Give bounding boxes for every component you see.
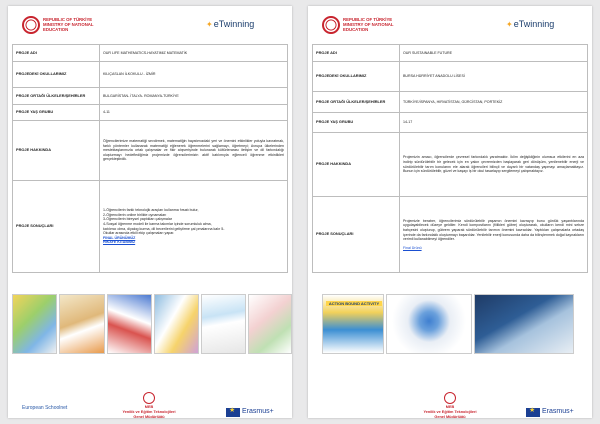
- project-photo: [154, 294, 199, 354]
- etwinning-star-icon: ✦: [506, 20, 513, 29]
- row-value: BULGARİSTAN- İTALYA- ROMANYA-TÜRKİYE: [100, 88, 288, 105]
- final-product-link[interactable]: Final Ürünü: [403, 245, 422, 250]
- row-label: PROJE YAŞ GRUBU: [313, 113, 400, 133]
- row-value: TÜRKİYE/İSPANYA, HIRVATİSTAN, GÜRCİSTAN, PORTEKİZ: [400, 92, 588, 113]
- eu-flag-icon: [526, 408, 540, 417]
- etwinning-logo: ✦eTwinning: [206, 19, 255, 29]
- results-cell: [400, 197, 588, 273]
- row-value: BURSA HÜRRİYET ANADOLU LİSESİ: [400, 62, 588, 92]
- row-label: PROJE HAKKINDA: [313, 133, 400, 197]
- row-value: Projemizin amacı, öğrencilerde çevresel farkındalık yaratmaktır. İklim değişikliğinin olumsuz etkilerini en aza indirip sürdürülebilir bir gelecek için en yakın çevremizden başlayarak geri dönüşüm, yenilenebilir enerji ve sürdürülebilir tarım konularını ele alarak öğrencileri bilinçli ve duyarlı bir vatandaş yapmayı amaçlamaktayız. Bunun için sürdürülebilir, güzel ve kaşayı iş bir okul tasarlayıp sergilemeyi çalışmaktayız.: [400, 133, 588, 197]
- table-row: [13, 88, 288, 105]
- results-text: Projemizle beraber, öğrencilerimiz sürdürülebilir yaşamın önemini kavrayıp bunu günlük yaşantılarında uygulayabilecek düzeye geldiler. Kendi kompostlarını (fiilikleri gübre) oluşturarak, okulların kendi mini sebze bahçesini oluşturup, gübrem yaparak sürdürülebilir tarımın önemini kavradılar. Yaptıkları çalışmalarla ortadaş içerinde da farkındalık oluşturmayı başardılar. Yenilebilir enerji konusunda daha da bilinçlenmek doğal kaynakların verimli kullanabilmeyi öğrendiler.: [403, 218, 584, 242]
- row-value: OUR SUSTAINABLE FUTURE: [400, 45, 588, 62]
- row-label: PROJE SONUÇLARI: [313, 197, 400, 273]
- result-item: Okullar arasında etkili ekip çalışmaları yapar.: [103, 231, 175, 236]
- poster-title: ACTION BOUND ACTIVITY: [326, 301, 382, 306]
- table-row: [313, 197, 588, 273]
- project-photo: [12, 294, 57, 354]
- eu-flag-icon: [226, 408, 240, 417]
- page-footer: [308, 368, 592, 418]
- project-info-table: [12, 44, 288, 273]
- ministry-logo-text: REPUBLIC OF TÜRKİYE MINISTRY OF NATIONAL EDUCATION: [43, 17, 94, 32]
- project-photo: [107, 294, 152, 354]
- project-collage-photo: [474, 294, 574, 354]
- table-row: [13, 45, 288, 62]
- row-value: 14-17: [400, 113, 588, 133]
- row-value: 4-11: [100, 105, 288, 121]
- table-row: [13, 121, 288, 181]
- left-page: [8, 6, 292, 418]
- row-value: KILIÇASLAN İLKOKULU - İZMİR: [100, 62, 288, 88]
- table-row: [313, 62, 588, 92]
- photo-strip: [322, 294, 574, 354]
- table-row: [13, 105, 288, 121]
- result-item: katılımcı olma, diyalog kurma, dil becerilerini geliştirme çal pmalarına kalır 5-: [103, 226, 225, 231]
- result-item: 2-Öğrencilerin online birlikte oynamaları: [103, 212, 167, 217]
- etwinning-star-icon: ✦: [206, 20, 213, 29]
- row-label: PROJE ADI: [13, 45, 100, 62]
- result-item: 4-Sosyal öğrenme modeli ile karma takımlar içinde sorumluluk alma,: [103, 221, 212, 226]
- european-schoolnet-logo: European Schoolnet: [22, 405, 68, 411]
- page-header: [308, 6, 592, 44]
- row-label: PROJE SONUÇLARI: [13, 181, 100, 273]
- etwinning-logo: ✦eTwinning: [506, 19, 555, 29]
- ministry-logo-text: REPUBLIC OF TÜRKİYE MINISTRY OF NATIONAL EDUCATION: [343, 17, 394, 32]
- row-label: PROJEDEKİ OKULLARIMIZ: [13, 62, 100, 88]
- page-header: [8, 6, 292, 44]
- earth-hands-photo: [386, 294, 472, 354]
- row-label: PROJE YAŞ GRUBU: [13, 105, 100, 121]
- table-row: [13, 181, 288, 273]
- action-bound-poster: [322, 294, 384, 354]
- row-label: PROJE ORTAĞI ÜLKELER/ŞEHİRLER: [13, 88, 100, 105]
- page-footer: [8, 368, 292, 418]
- project-photo: [201, 294, 246, 354]
- ministry-seal-icon: [22, 16, 40, 34]
- table-row: [313, 92, 588, 113]
- table-row: [13, 62, 288, 88]
- storybook-link[interactable]: HİKAYE KİTABIMIZ: [103, 240, 136, 245]
- meb-logo-text: MEB Yenilik ve Eğitim Teknolojileri Genel Müdürlüğü: [122, 405, 176, 418]
- erasmus-logo-text: Erasmus+: [242, 408, 274, 415]
- project-info-table: [312, 44, 588, 273]
- results-cell: [100, 181, 288, 273]
- row-label: PROJE ADI: [313, 45, 400, 62]
- row-value: OUR LIFE MATHEMATICS-HAYATIMIZ MATEMATİK: [100, 45, 288, 62]
- meb-logo-text: MEB Yenilik ve Eğitim Teknolojileri Genel Müdürlüğü: [423, 405, 477, 418]
- row-value: Öğrencilerimize matematiği sevdirmek, matematiğin hayatımızdaki yeri ve önemini etkinlikler yoluyla kavratmak, farklı yöntemler kullanarak matematiği eğlenerek öğrenmelerini sağlamayı, öğretmeyi; Avrupa ülkelerinden meslektaşlarımızla ortak çalışmalar ve fikir alışverişinde bulunarak kültürlerarası iletişim ve dil farkındalığı oluşturmayı hedeflediğimiz projemizde öğrencilerimizin aktif katılımıyla eğlenceli öğrenme etkinlikleri gerçekleştirdik.: [100, 121, 288, 181]
- result-item: 1-Öğrencilerin farklı teknolojik araçları kullanma fırsatı bulur,: [103, 208, 199, 213]
- row-label: PROJEDEKİ OKULLARIMIZ: [313, 62, 400, 92]
- right-page: [308, 6, 592, 418]
- photo-strip: [12, 294, 292, 354]
- table-row: [313, 113, 588, 133]
- meb-seal-icon: [143, 392, 155, 404]
- row-label: PROJE ORTAĞI ÜLKELER/ŞEHİRLER: [313, 92, 400, 113]
- table-row: [313, 45, 588, 62]
- project-photo: [248, 294, 292, 354]
- meb-seal-icon: [444, 392, 456, 404]
- row-label: PROJE HAKKINDA: [13, 121, 100, 181]
- erasmus-logo-text: Erasmus+: [542, 408, 574, 415]
- project-photo: [59, 294, 105, 354]
- final-product-link[interactable]: FINAL ÜRÜNÜMÜZ: [103, 235, 136, 240]
- result-item: 3-Öğrencilerin bireysel yaptıkları çalışmalar: [103, 217, 172, 222]
- ministry-seal-icon: [322, 16, 340, 34]
- table-row: [313, 133, 588, 197]
